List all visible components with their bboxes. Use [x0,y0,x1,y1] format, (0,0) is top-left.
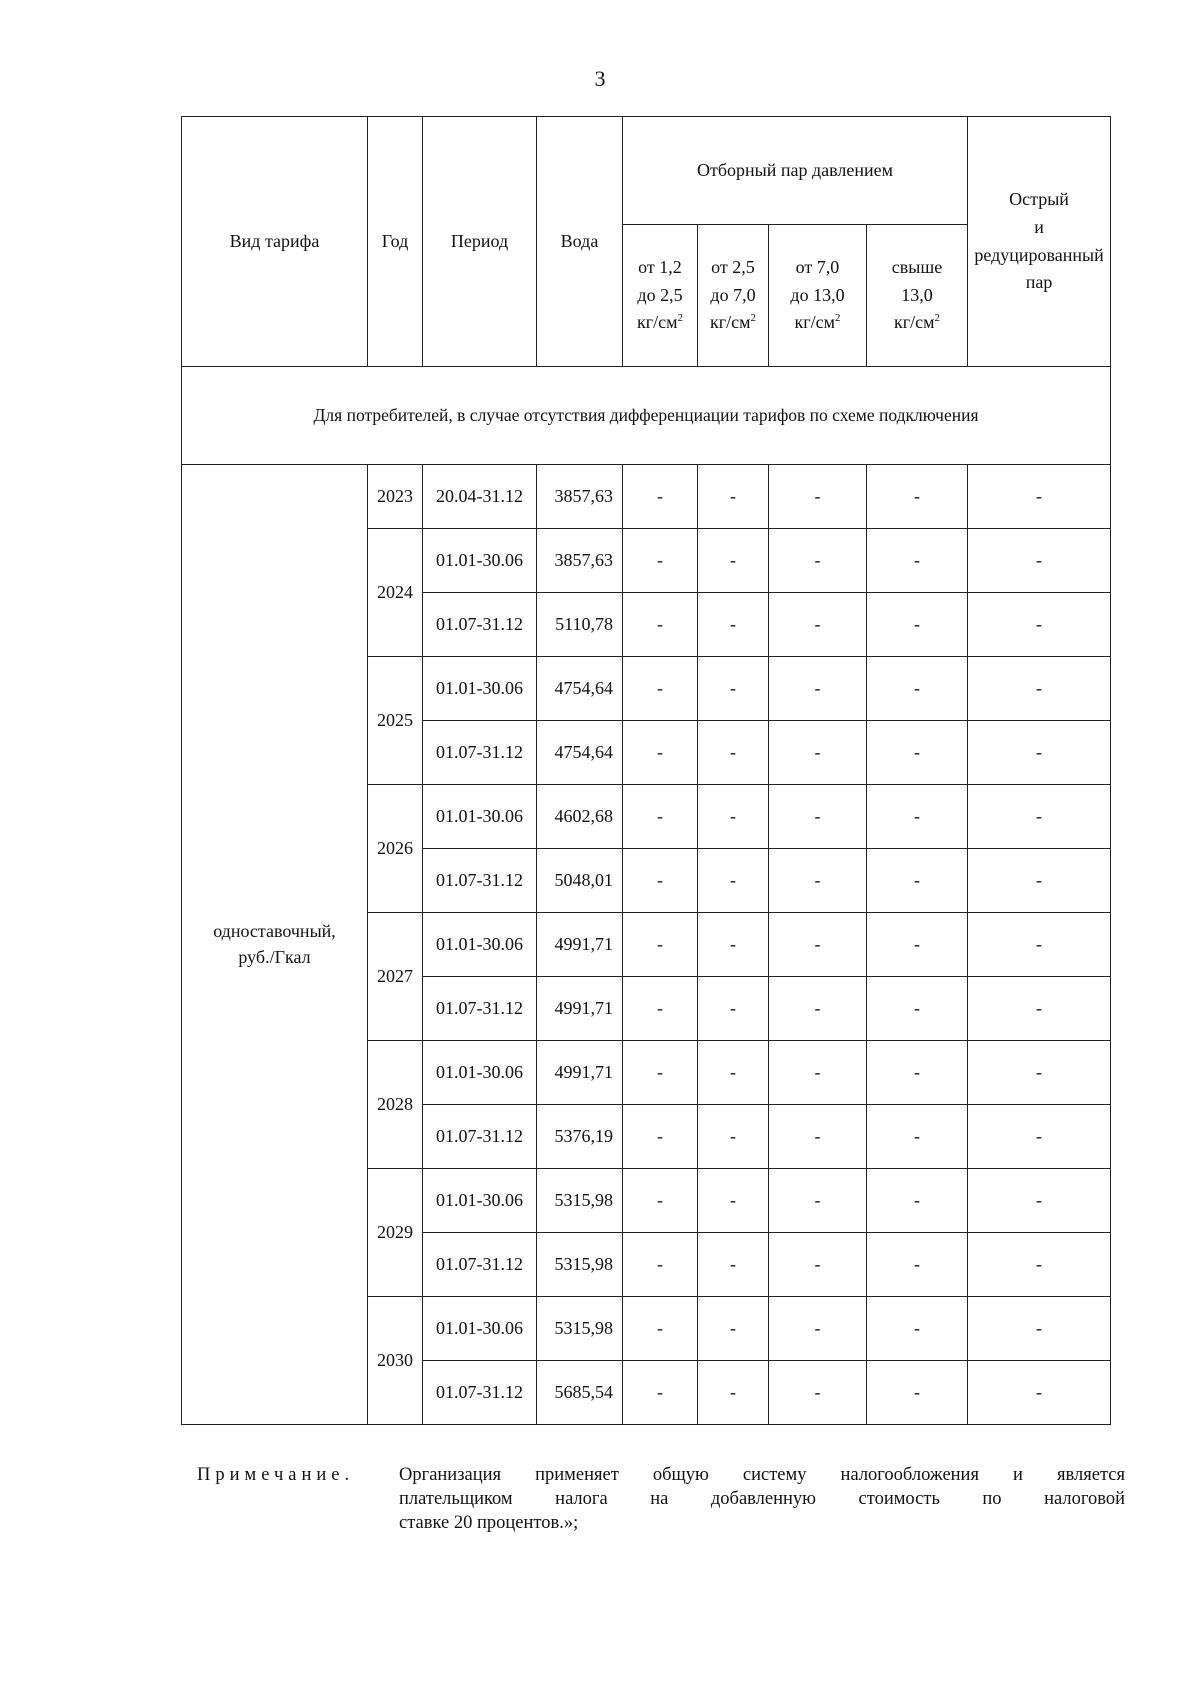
sharp-steam-cell: - [968,529,1111,593]
steam-3-cell: - [769,721,867,785]
steam-2-cell: - [698,721,769,785]
steam-4-cell: - [867,721,968,785]
note-line: Организация применяет общую систему налогообложения и является [399,1465,1125,1485]
steam-3-cell: - [769,529,867,593]
water-value-cell: 4991,71 [537,1041,623,1105]
steam-4-cell: - [867,1105,968,1169]
steam-2-cell: - [698,1361,769,1425]
steam-1-cell: - [623,657,698,721]
steam-1-cell: - [623,1233,698,1297]
header-water: Вода [537,117,623,367]
steam-4-cell: - [867,1041,968,1105]
water-value-cell: 4602,68 [537,785,623,849]
steam-4-cell: - [867,1297,968,1361]
steam-1-cell: - [623,593,698,657]
header-steam-col-1: от 1,2 до 2,5 $кг/см^2$ [623,225,698,367]
steam-3-cell: - [769,1361,867,1425]
section-title: Для потребителей, в случае отсутствия дифференциации тарифов по схеме подключения [182,367,1111,465]
steam-4-cell: - [867,593,968,657]
steam-2-cell: - [698,593,769,657]
steam-3-cell: - [769,1105,867,1169]
steam-3-cell: - [769,1233,867,1297]
steam-4-cell: - [867,1169,968,1233]
period-cell: 01.01-30.06 [423,1041,537,1105]
water-value-cell: 5315,98 [537,1297,623,1361]
year-cell: 2027 [368,913,423,1041]
period-cell: 01.01-30.06 [423,785,537,849]
water-value-cell: 5315,98 [537,1169,623,1233]
steam-1-cell: - [623,1361,698,1425]
steam-2-cell: - [698,529,769,593]
steam-2-cell: - [698,657,769,721]
period-cell: 01.07-31.12 [423,721,537,785]
tariff-type-cell: одноставочный, руб./Гкал [182,465,368,1425]
tariff-table [181,116,1111,1425]
water-value-cell: 5685,54 [537,1361,623,1425]
steam-2-cell: - [698,1041,769,1105]
steam-4-cell: - [867,1233,968,1297]
sharp-steam-cell: - [968,785,1111,849]
steam-2-cell: - [698,977,769,1041]
header-year: Год [368,117,423,367]
steam-3-cell: - [769,1041,867,1105]
note-label: Примечание. [197,1465,355,1485]
water-value-cell: 4991,71 [537,977,623,1041]
steam-2-cell: - [698,1105,769,1169]
steam-3-cell: - [769,657,867,721]
steam-4-cell: - [867,529,968,593]
period-cell: 01.01-30.06 [423,913,537,977]
steam-4-cell: - [867,977,968,1041]
period-cell: 01.07-31.12 [423,1105,537,1169]
steam-2-cell: - [698,465,769,529]
steam-1-cell: - [623,1105,698,1169]
sharp-steam-cell: - [968,465,1111,529]
steam-1-cell: - [623,465,698,529]
steam-1-cell: - [623,785,698,849]
steam-1-cell: - [623,721,698,785]
header-steam-col-3: от 7,0 до 13,0 $кг/см^2$ [769,225,867,367]
water-value-cell: 5110,78 [537,593,623,657]
header-row-1 [182,117,1111,225]
header-tariff-type: Вид тарифа [182,117,368,367]
sharp-steam-cell: - [968,721,1111,785]
period-cell: 01.07-31.12 [423,1361,537,1425]
steam-1-cell: - [623,849,698,913]
water-value-cell: 3857,63 [537,465,623,529]
period-cell: 01.07-31.12 [423,1233,537,1297]
steam-3-cell: - [769,593,867,657]
steam-3-cell: - [769,849,867,913]
steam-3-cell: - [769,913,867,977]
note-text [399,1463,1125,1535]
sharp-steam-cell: - [968,1297,1111,1361]
sharp-steam-cell: - [968,849,1111,913]
header-steam-col-4: свыше 13,0 $кг/см^2$ [867,225,968,367]
period-cell: 01.01-30.06 [423,1297,537,1361]
steam-2-cell: - [698,1297,769,1361]
steam-1-cell: - [623,1297,698,1361]
header-steam-group: Отборный пар давлением [623,117,968,225]
steam-4-cell: - [867,785,968,849]
water-value-cell: 3857,63 [537,529,623,593]
year-cell: 2029 [368,1169,423,1297]
water-value-cell: 4754,64 [537,721,623,785]
steam-2-cell: - [698,1169,769,1233]
sharp-steam-cell: - [968,1169,1111,1233]
steam-3-cell: - [769,977,867,1041]
period-cell: 20.04-31.12 [423,465,537,529]
year-cell: 2024 [368,529,423,657]
steam-2-cell: - [698,785,769,849]
water-value-cell: 5315,98 [537,1233,623,1297]
steam-1-cell: - [623,1169,698,1233]
steam-3-cell: - [769,785,867,849]
header-period: Период [423,117,537,367]
year-cell: 2028 [368,1041,423,1169]
steam-3-cell: - [769,1297,867,1361]
note-line: плательщиком налога на добавленную стоимость по налоговой [399,1489,1125,1510]
year-cell: 2026 [368,785,423,913]
year-cell: 2023 [368,465,423,529]
sharp-steam-cell: - [968,977,1111,1041]
steam-3-cell: - [769,465,867,529]
sharp-steam-cell: - [968,913,1111,977]
note-line: ставке 20 процентов.»; [399,1513,579,1534]
steam-4-cell: - [867,1361,968,1425]
water-value-cell: 5048,01 [537,849,623,913]
section-row [182,367,1111,465]
steam-1-cell: - [623,913,698,977]
table-row [182,465,1111,529]
sharp-steam-cell: - [968,1041,1111,1105]
steam-4-cell: - [867,913,968,977]
period-cell: 01.01-30.06 [423,529,537,593]
steam-3-cell: - [769,1169,867,1233]
sharp-steam-cell: - [968,1233,1111,1297]
period-cell: 01.07-31.12 [423,977,537,1041]
page-number: 3 [594,66,606,91]
header-steam-col-2: от 2,5 до 7,0 $кг/см^2$ [698,225,769,367]
steam-4-cell: - [867,849,968,913]
year-cell: 2025 [368,657,423,785]
steam-2-cell: - [698,913,769,977]
steam-1-cell: - [623,1041,698,1105]
steam-4-cell: - [867,657,968,721]
steam-2-cell: - [698,1233,769,1297]
year-cell: 2030 [368,1297,423,1425]
sharp-steam-cell: - [968,593,1111,657]
sharp-steam-cell: - [968,1105,1111,1169]
sharp-steam-cell: - [968,657,1111,721]
sharp-steam-cell: - [968,1361,1111,1425]
steam-1-cell: - [623,977,698,1041]
water-value-cell: 4991,71 [537,913,623,977]
period-cell: 01.07-31.12 [423,593,537,657]
period-cell: 01.01-30.06 [423,657,537,721]
header-sharp-steam: Острый и редуцированный пар [968,117,1111,367]
period-cell: 01.07-31.12 [423,849,537,913]
period-cell: 01.01-30.06 [423,1169,537,1233]
water-value-cell: 4754,64 [537,657,623,721]
water-value-cell: 5376,19 [537,1105,623,1169]
steam-2-cell: - [698,849,769,913]
steam-1-cell: - [623,529,698,593]
steam-4-cell: - [867,465,968,529]
